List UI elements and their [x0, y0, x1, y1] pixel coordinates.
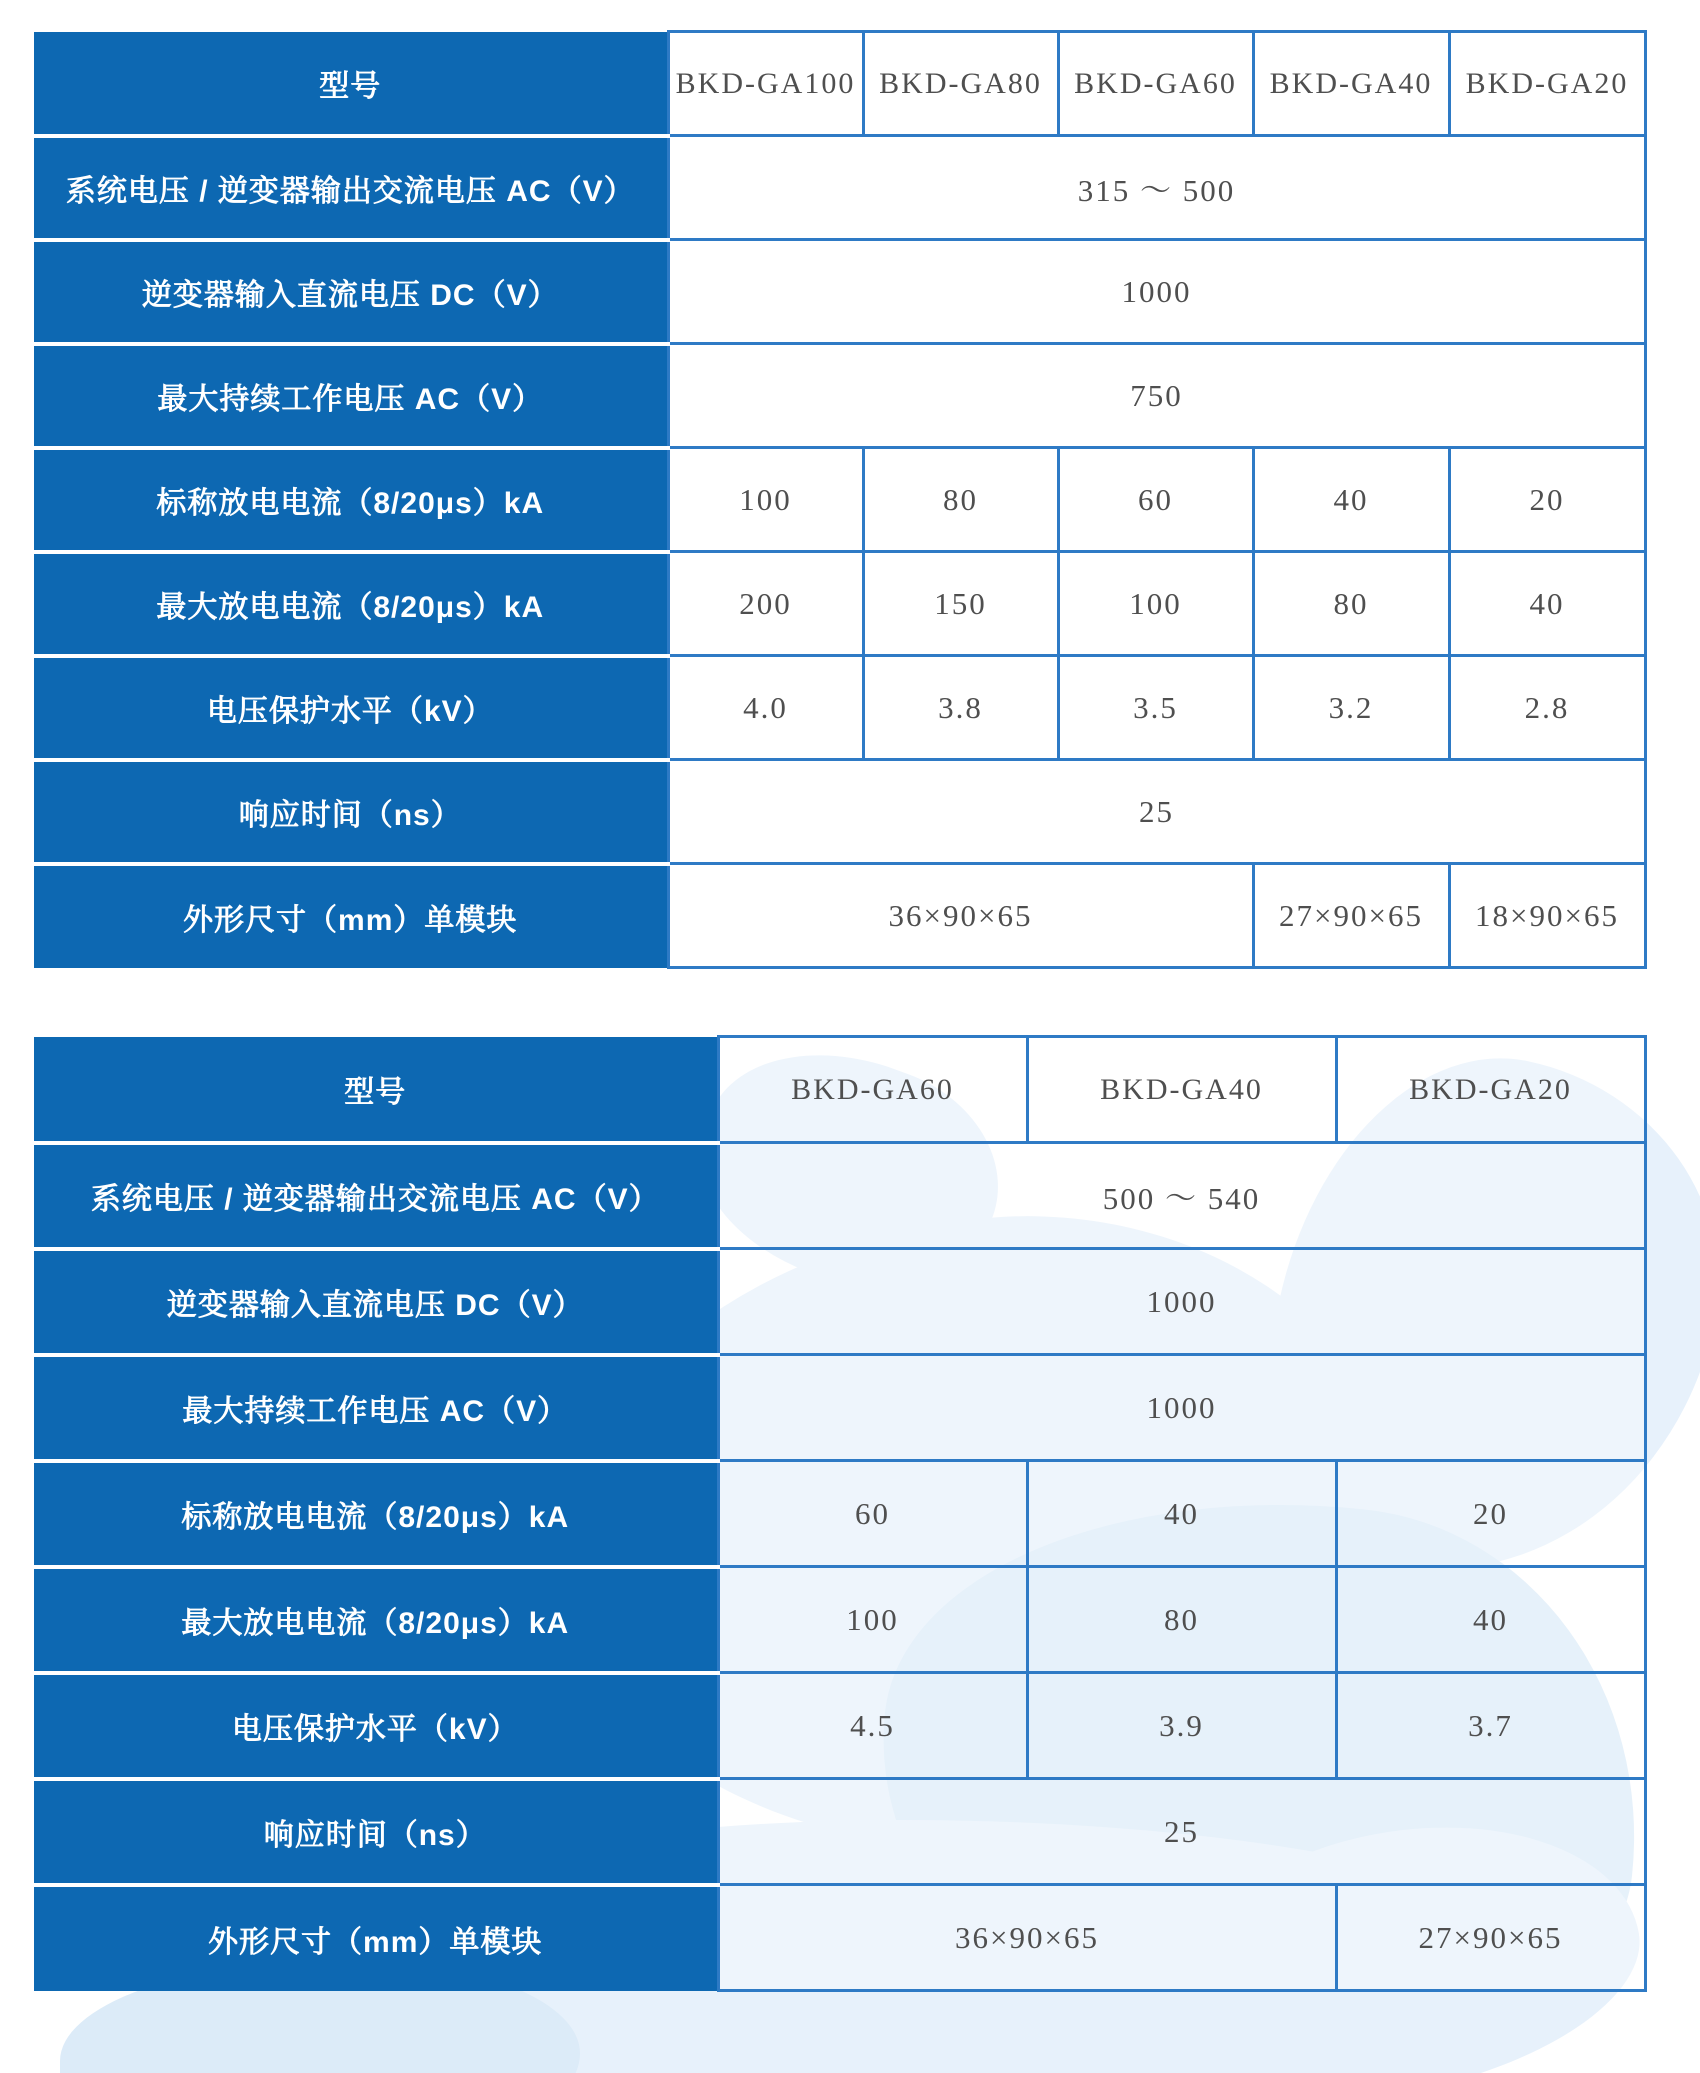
table-row-max-discharge-current [34, 1567, 1645, 1673]
value-cell: 80 [1253, 552, 1449, 656]
table-row-models [34, 1037, 1645, 1143]
table-row-dimensions [34, 1885, 1645, 1991]
dimension-cell: 27×90×65 [1253, 864, 1449, 968]
value-cell: 20 [1449, 448, 1645, 552]
table-row-dc-input-voltage [34, 240, 1645, 344]
value-cell: 80 [1027, 1567, 1336, 1673]
table-row-max-discharge-current [34, 552, 1645, 656]
value-cell: 315 ～ 500 [668, 136, 1645, 240]
table-row-nominal-discharge-current [34, 448, 1645, 552]
value-cell: 25 [718, 1779, 1645, 1885]
table-row-system-voltage [34, 1143, 1645, 1249]
model-header-cell: BKD-GA80 [863, 32, 1058, 136]
table-row-response-time [34, 760, 1645, 864]
value-cell: 80 [863, 448, 1058, 552]
table-row-system-voltage [34, 136, 1645, 240]
spec-table-500-540 [34, 1035, 1647, 1992]
row-label-nominal-discharge-current: 标称放电电流（8/20μs）kA [34, 448, 668, 552]
dimension-cell: 36×90×65 [668, 864, 1253, 968]
value-cell: 40 [1253, 448, 1449, 552]
value-cell: 40 [1027, 1461, 1336, 1567]
value-cell: 100 [668, 448, 863, 552]
model-header-cell: BKD-GA40 [1253, 32, 1449, 136]
table-row-voltage-protection-level [34, 1673, 1645, 1779]
model-header-cell: BKD-GA60 [718, 1037, 1027, 1143]
table-row-models [34, 32, 1645, 136]
table-row-dc-input-voltage [34, 1249, 1645, 1355]
value-cell: 60 [718, 1461, 1027, 1567]
row-label-max-discharge-current: 最大放电电流（8/20μs）kA [34, 1567, 718, 1673]
row-label-voltage-protection-level: 电压保护水平（kV） [34, 656, 668, 760]
table-row-response-time [34, 1779, 1645, 1885]
value-cell: 3.5 [1058, 656, 1253, 760]
table-row-dimensions [34, 864, 1645, 968]
dimension-cell: 27×90×65 [1336, 1885, 1645, 1991]
value-cell: 200 [668, 552, 863, 656]
value-cell: 3.9 [1027, 1673, 1336, 1779]
row-label-dc-input-voltage: 逆变器输入直流电压 DC（V） [34, 1249, 718, 1355]
value-cell: 4.5 [718, 1673, 1027, 1779]
table-row-nominal-discharge-current [34, 1461, 1645, 1567]
row-label-model: 型号 [34, 1037, 718, 1143]
value-cell: 100 [718, 1567, 1027, 1673]
row-label-voltage-protection-level: 电压保护水平（kV） [34, 1673, 718, 1779]
table-row-voltage-protection-level [34, 656, 1645, 760]
value-cell: 60 [1058, 448, 1253, 552]
value-cell: 3.2 [1253, 656, 1449, 760]
value-cell: 40 [1449, 552, 1645, 656]
value-cell: 1000 [668, 240, 1645, 344]
row-label-response-time: 响应时间（ns） [34, 760, 668, 864]
row-label-dc-input-voltage: 逆变器输入直流电压 DC（V） [34, 240, 668, 344]
row-label-dimensions: 外形尺寸（mm）单模块 [34, 864, 668, 968]
value-cell: 20 [1336, 1461, 1645, 1567]
row-label-system-voltage: 系统电压 / 逆变器输出交流电压 AC（V） [34, 136, 668, 240]
row-label-model: 型号 [34, 32, 668, 136]
model-header-cell: BKD-GA40 [1027, 1037, 1336, 1143]
table-row-max-continuous-voltage [34, 344, 1645, 448]
value-cell: 3.8 [863, 656, 1058, 760]
table-row-max-continuous-voltage [34, 1355, 1645, 1461]
value-cell: 40 [1336, 1567, 1645, 1673]
row-label-dimensions: 外形尺寸（mm）单模块 [34, 1885, 718, 1991]
row-label-nominal-discharge-current: 标称放电电流（8/20μs）kA [34, 1461, 718, 1567]
value-cell: 25 [668, 760, 1645, 864]
value-cell: 1000 [718, 1249, 1645, 1355]
row-label-response-time: 响应时间（ns） [34, 1779, 718, 1885]
value-cell: 4.0 [668, 656, 863, 760]
value-cell: 750 [668, 344, 1645, 448]
model-header-cell: BKD-GA20 [1449, 32, 1645, 136]
dimension-cell: 18×90×65 [1449, 864, 1645, 968]
row-label-max-continuous-voltage: 最大持续工作电压 AC（V） [34, 344, 668, 448]
model-header-cell: BKD-GA60 [1058, 32, 1253, 136]
row-label-max-discharge-current: 最大放电电流（8/20μs）kA [34, 552, 668, 656]
value-cell: 2.8 [1449, 656, 1645, 760]
row-label-max-continuous-voltage: 最大持续工作电压 AC（V） [34, 1355, 718, 1461]
model-header-cell: BKD-GA20 [1336, 1037, 1645, 1143]
spec-table-315-500 [34, 30, 1647, 969]
model-header-cell: BKD-GA100 [668, 32, 863, 136]
value-cell: 150 [863, 552, 1058, 656]
value-cell: 3.7 [1336, 1673, 1645, 1779]
value-cell: 1000 [718, 1355, 1645, 1461]
dimension-cell: 36×90×65 [718, 1885, 1336, 1991]
value-cell: 100 [1058, 552, 1253, 656]
row-label-system-voltage: 系统电压 / 逆变器输出交流电压 AC（V） [34, 1143, 718, 1249]
value-cell: 500 ～ 540 [718, 1143, 1645, 1249]
